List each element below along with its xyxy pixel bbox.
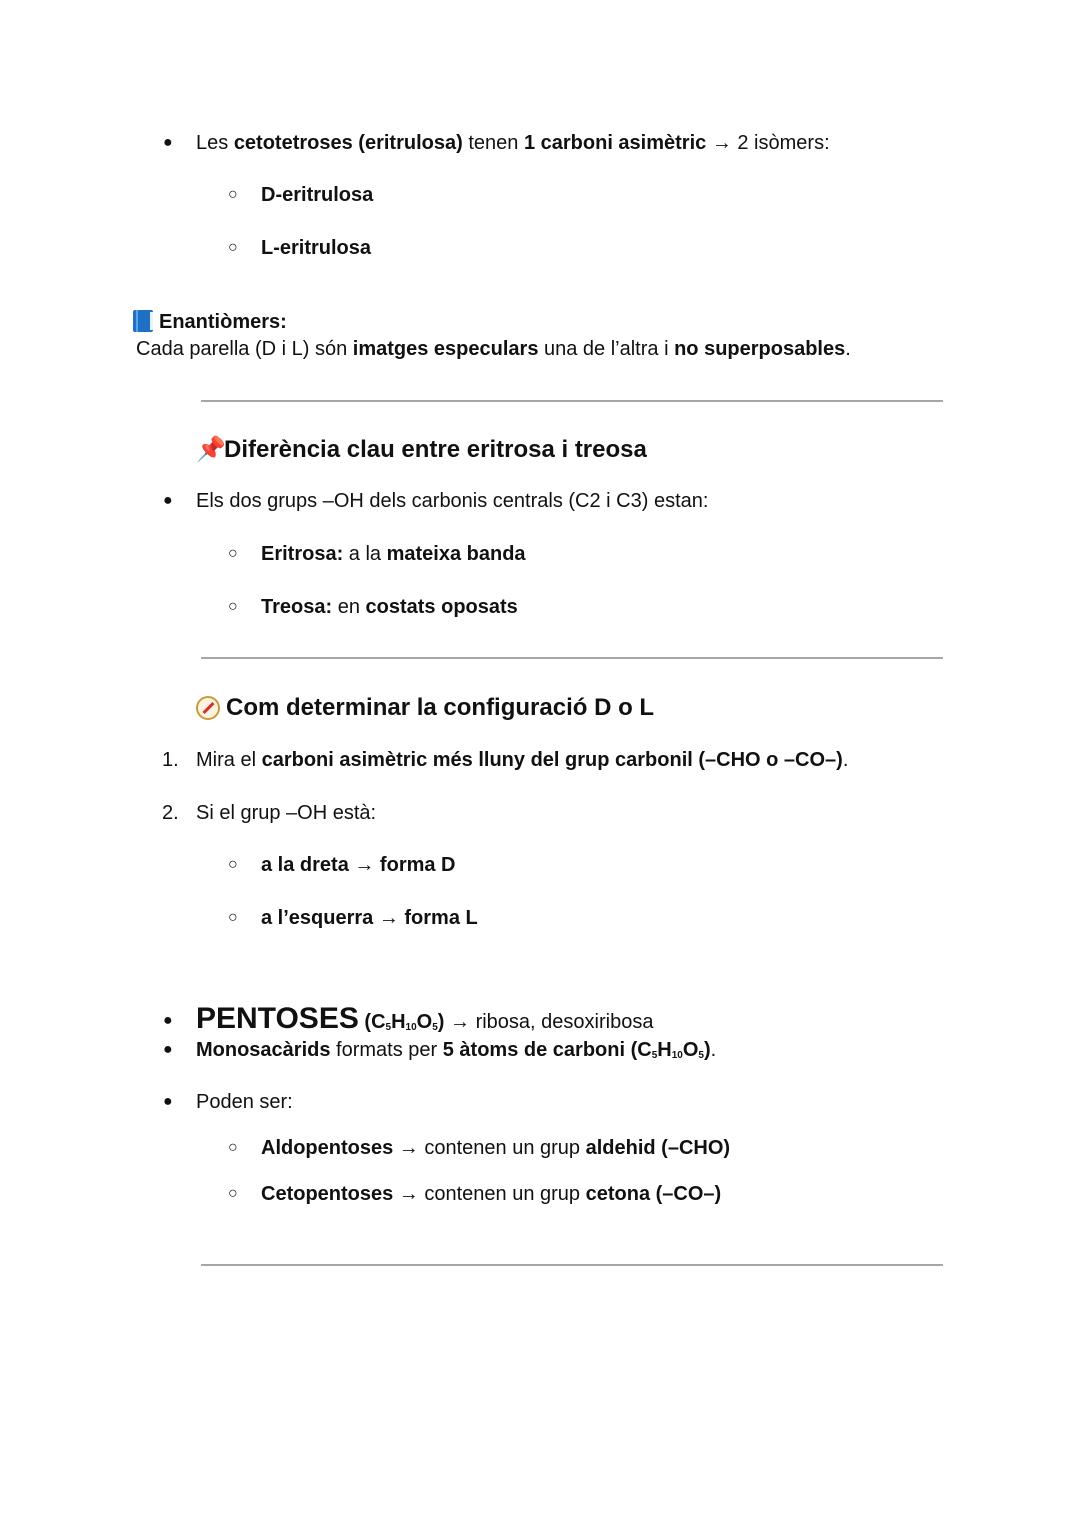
list-item: a la dreta → forma D [261,854,456,876]
bullet-dot: ● [163,134,173,151]
pentoses-definition: Monosacàrids formats per 5 àtoms de carboni (C5H10O5). [196,1039,717,1061]
list-item: Aldopentoses → contenen un grup aldehid (–CHO) [261,1137,731,1159]
config-heading: Com determinar la configuració D o L [196,694,654,723]
difference-bullet: Els dos grups –OH dels carbonis centrals (C2 i C3) estan: [196,490,709,512]
enantiomers-title: Enantiòmers: [133,310,287,334]
eritrulosa-line: Les cetotetroses (eritrulosa) tenen 1 carboni asimètric → 2 isòmers: [196,132,830,154]
list-item: Eritrosa: a la mateixa banda [261,543,526,565]
blue-book-icon [133,310,153,332]
pentoses-types-intro: Poden ser: [196,1091,293,1113]
list-item: L-eritrulosa [261,237,372,259]
sub-bullet: ○ [228,239,238,256]
step-number: 1. [162,749,179,771]
list-item: Cetopentoses → contenen un grup cetona (–CO–) [261,1183,722,1205]
list-item: D-eritrulosa [261,184,374,206]
bullet-dot: ● [163,492,173,509]
compass-icon [196,696,220,720]
step-1: Mira el carboni asimètric més lluny del grup carbonil (–CHO o –CO–). [196,749,849,771]
step-2: Si el grup –OH està: [196,802,377,824]
pushpin-icon: 📌 [196,436,226,463]
pentoses-heading: PENTOSES (C5H10O5) → ribosa, desoxiribosa [196,1002,654,1035]
list-item: a l’esquerra → forma L [261,907,478,929]
sub-bullet: ○ [228,186,238,203]
bullet-dot: ● [163,1012,173,1029]
sub-bullet: ○ [228,545,238,562]
sub-bullet: ○ [228,1185,238,1202]
sub-bullet: ○ [228,909,238,926]
bullet-dot: ● [163,1041,173,1058]
divider [201,400,943,402]
divider [201,657,943,659]
sub-bullet: ○ [228,856,238,873]
step-number: 2. [162,802,179,824]
sub-bullet: ○ [228,598,238,615]
divider [201,1264,943,1266]
list-item: Treosa: en costats oposats [261,596,518,618]
difference-heading: 📌Diferència clau entre eritrosa i treosa [196,436,647,463]
bullet-dot: ● [163,1093,173,1110]
sub-bullet: ○ [228,1139,238,1156]
enantiomers-text: Cada parella (D i L) són imatges especulars una de l’altra i no superposables. [136,338,851,360]
